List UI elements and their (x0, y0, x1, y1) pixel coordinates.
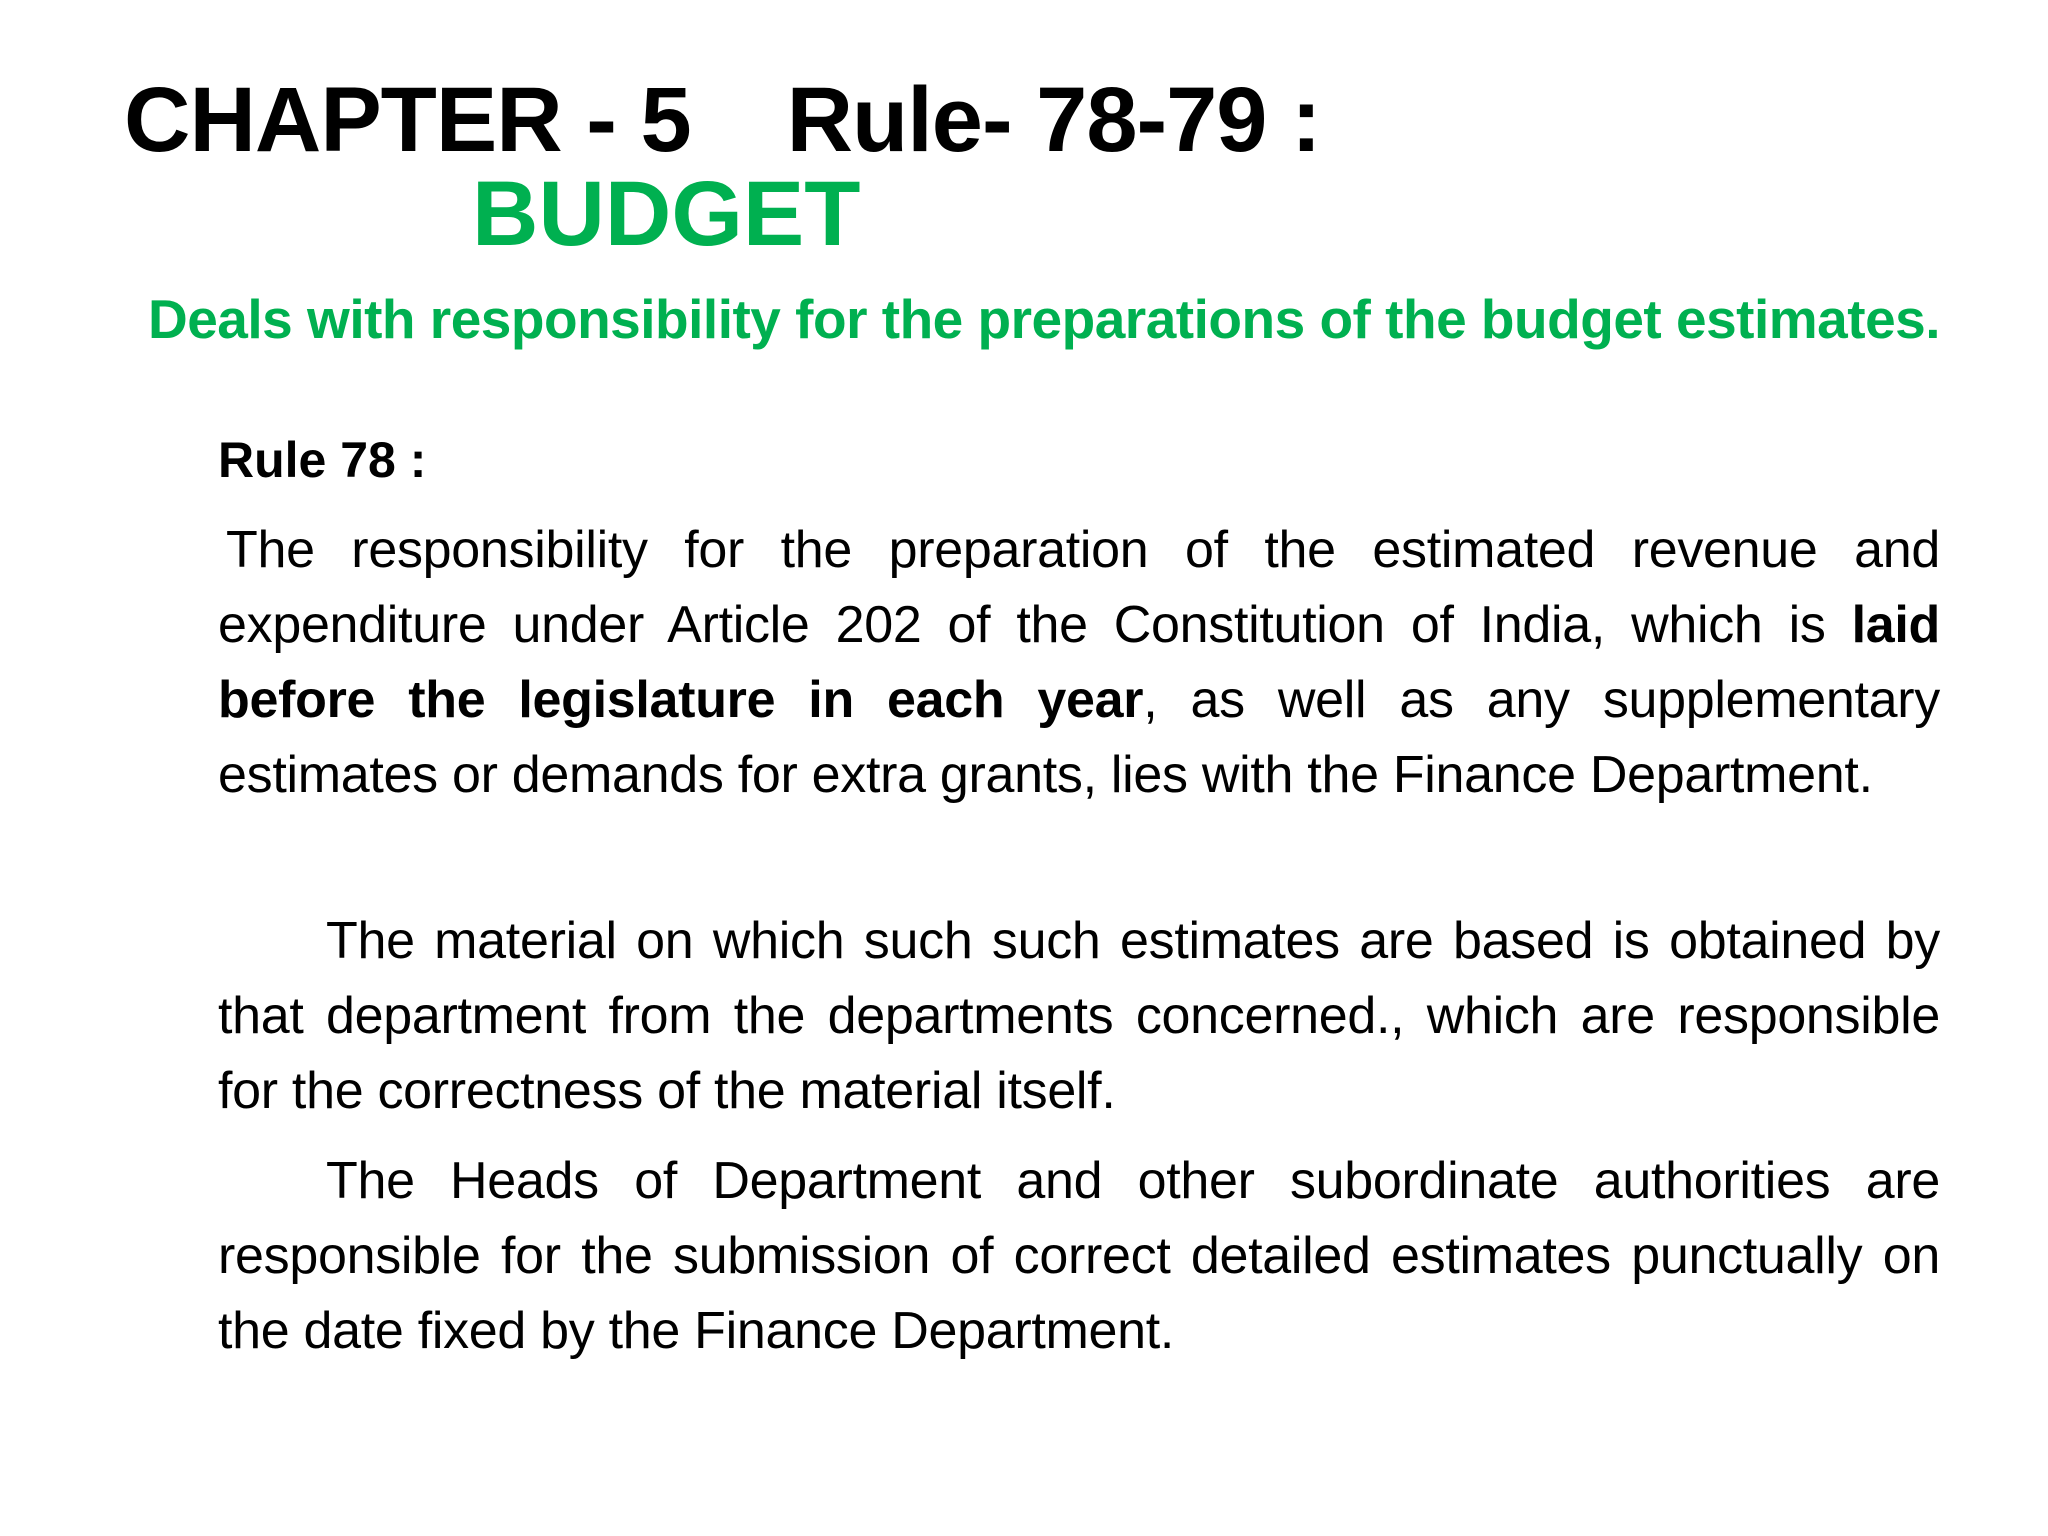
rule-78-paragraph-2: The material on which such such estimates are based is obtained by that department from the departments concerned., which are responsible for the correctness of the material itself. (218, 912, 1940, 1120)
chapter-heading (124, 66, 1321, 174)
p1-text-after: , as well as any supplementary estimates or demands for extra grants, lies with the Finance Department. (218, 671, 1940, 804)
budget-title: BUDGET (472, 163, 861, 265)
rule-78-paragraph-3: The Heads of Department and other subordinate authorities are responsible for the submission of correct detailed estimates punctually on the date fixed by the Finance Department. (218, 1152, 1940, 1360)
rule-range: Rule- 78-79 : (786, 69, 1321, 171)
intro-text: Deals with responsibility for the preparations of the budget estimates. (148, 288, 1941, 350)
chapter-number: CHAPTER - 5 (124, 69, 691, 171)
p1-bold-phrase: laid before the legislature in each year (218, 596, 1940, 729)
rule-78-paragraph-1 (218, 513, 1940, 813)
rule-78-label: Rule 78 : (218, 432, 427, 488)
intro-statement (124, 286, 1944, 352)
p1-text-before: The responsibility for the preparation of the estimated revenue and expenditure under Article 202 of the Constitution of India, which is (218, 521, 1940, 654)
